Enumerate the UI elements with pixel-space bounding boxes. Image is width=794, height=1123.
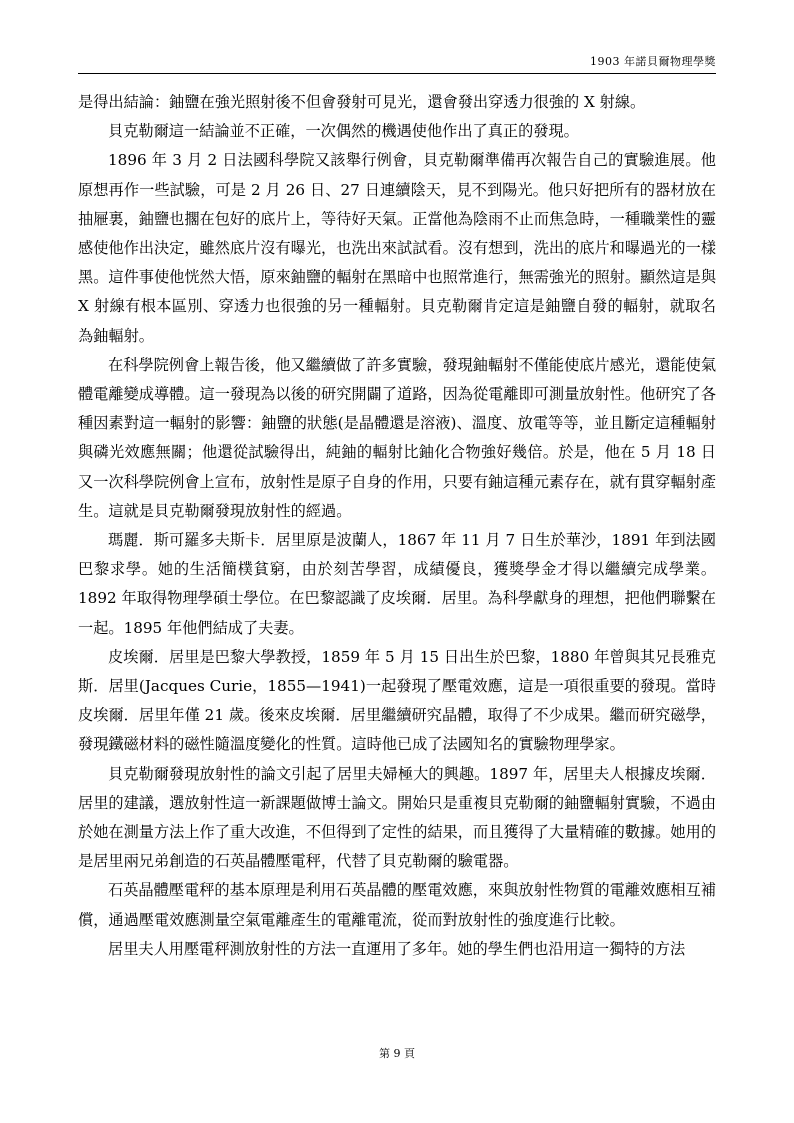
paragraph: 在科學院例會上報告後，他又繼續做了許多實驗，發現鈾輻射不僅能使底片感光，還能使氣體電離變成導體。這一發現為以後的研究開闢了道路，因為從電離即可測量放射性。他研究了各種因素對這一輻射的影響：鈾鹽的狀態(是晶體還是溶液)、溫度、放電等等，並且斷定這種輻射與磷光效應無關；他還從試驗得出，純鈾的輻射比鈾化合物強好幾倍。於是，他在 5 月 18 日又一次科學院例會上宣布，放射性是原子自身的作用，只要有鈾這種元素存在，就有貫穿輻射產生。這就是貝克勒爾發現放射性的經過。 [78, 355, 716, 520]
header-rule [78, 73, 716, 74]
paragraph: 石英晶體壓電秤的基本原理是利用石英晶體的壓電效應，來與放射性物質的電離效應相互補償，通過壓電效應測量空氣電離產生的電離電流，從而對放射性的強度進行比較。 [78, 881, 716, 929]
paragraph: 是得出結論：鈾鹽在強光照射後不但會發射可見光，還會發出穿透力很強的 X 射線。 [78, 93, 646, 111]
paragraph: 1896 年 3 月 2 日法國科學院又該舉行例會，貝克勒爾準備再次報告自己的實驗進展。他原想再作一些試驗，可是 2 月 26 日、27 日連續陰天，見不到陽光。他只好把所有的器材放在抽屜裏，鈾鹽也擱在包好的底片上，等待好天氣。正當他為陰雨不止而焦急時，一種職業性的靈感使他作出決定，雖然底片沒有曝光，也洗出來試試看。沒有想到，洗出的底片和曝過光的一樣黑。這件事使他恍然大悟，原來鈾鹽的輻射在黑暗中也照常進行，無需強光的照射。顯然這是與 X 射線有根本區別、穿透力也很強的另一種輻射。貝克勒爾肯定這是鈾鹽自發的輻射，就取名為鈾輻射。 [78, 151, 716, 345]
paragraph: 貝克勒爾發現放射性的論文引起了居里夫婦極大的興趣。1897 年，居里夫人根據皮埃爾．居里的建議，選放射性這一新課題做博士論文。開始只是重複貝克勒爾的鈾鹽輻射實驗，不過由於她在測量方法上作了重大改進，不但得到了定性的結果，而且獲得了大量精確的數據。她用的是居里兩兄弟創造的石英晶體壓電秤，代替了貝克勒爾的驗電器。 [78, 764, 716, 871]
paragraph: 居里夫人用壓電秤測放射性的方法一直運用了多年。她的學生們也沿用這一獨特的方法 [108, 939, 686, 958]
paragraph: 貝克勒爾這一結論並不正確，一次偶然的機遇使他作出了真正的發現。 [108, 122, 579, 141]
header-title: 1903 年諾貝爾物理學獎 [590, 55, 716, 68]
paragraph: 皮埃爾．居里是巴黎大學教授，1859 年 5 月 15 日出生於巴黎，1880 年曾與其兄長雅克斯．居里(Jacques Curie，1855—1941)一起發現了壓電效應，這是一項很重要的發現。當時皮埃爾．居里年僅 21 歲。後來皮埃爾．居里繼續研究晶體，取得了不少成果。繼而研究磁學，發現鐵磁材料的磁性隨溫度變化的性質。這時他已成了法國知名的實驗物理學家。 [78, 647, 716, 754]
page-number: 第 9 頁 [379, 1047, 415, 1060]
paragraph: 瑪麗．斯可羅多夫斯卡．居里原是波蘭人，1867 年 11 月 7 日生於華沙，1891 年到法國巴黎求學。她的生活簡樸貧窮，由於刻苦學習，成績優良，獲獎學金才得以繼續完成學業。1892 年取得物理學碩士學位。在巴黎認識了皮埃爾．居里。為科學獻身的理想，把他們聯繫在一起。1895 年他們結成了夫妻。 [78, 531, 716, 637]
page-header [78, 53, 716, 71]
page-footer [0, 1045, 794, 1061]
body-text [78, 88, 716, 964]
